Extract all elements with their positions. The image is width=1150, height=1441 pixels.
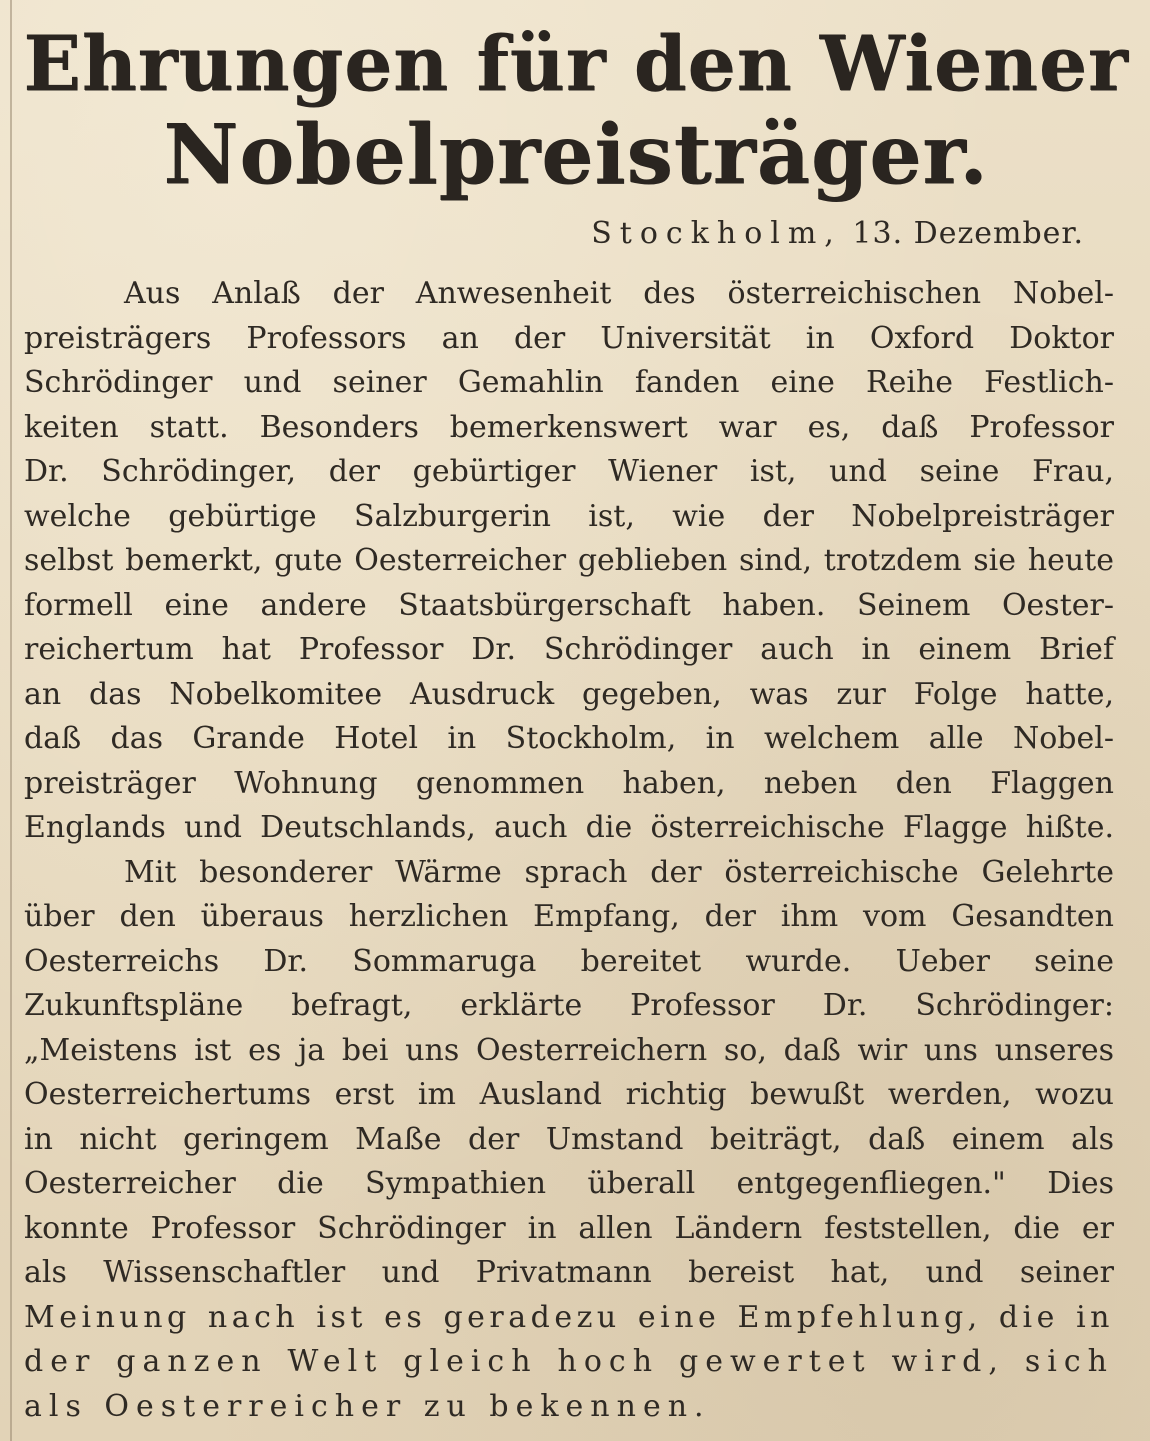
article-line: über den überaus herzlichen Empfang, der ihm vom Gesandten [24,899,1114,934]
article-line: daß das Grande Hotel in Stockholm, in welchem alle Nobel- [24,721,1114,756]
article-line: Oesterreichertums erst im Ausland richtig bewußt werden, wozu [24,1077,1114,1112]
article-line: Schrödinger und seiner Gemahlin fanden eine Reihe Festlich- [24,365,1114,400]
article-line: Englands und Deutschlands, auch die österreichische Flagge hißte. [24,810,1114,845]
article-line: formell eine andere Staatsbürgerschaft haben. Seinem Oester- [24,587,1114,623]
article-line: in nicht geringem Maße der Umstand beiträgt, daß einem als [24,1121,1114,1157]
dateline-date: 13. Dezember. [852,216,1084,251]
article-line: Meinung nach ist es geradezu eine Empfehlung, die in [24,1299,1114,1335]
article-body [24,272,1114,1429]
column-rule [10,0,12,1441]
article-line: reichertum hat Professor Dr. Schrödinger auch in einem Brief [24,632,1114,667]
article-line: Oesterreichs Dr. Sommaruga bereitet wurde. Ueber seine [24,943,1114,979]
article-line: selbst bemerkt, gute Oesterreicher geblieben sind, trotzdem sie heute [24,543,1114,578]
article-line: „Meistens ist es ja bei uns Oesterreichern so, daß wir uns unseres [24,1032,1114,1068]
article-line: der ganzen Welt gleich hoch gewertet wird, sich [24,1344,1114,1379]
article-line: preisträgers Professors an der Universität in Oxford Doktor [24,320,1114,356]
headline-line-2: Nobelpreisträger. [163,107,989,203]
article-line: welche gebürtige Salzburgerin ist, wie der Nobelpreisträger [24,498,1114,534]
article-line: konnte Professor Schrödinger in allen Ländern feststellen, die er [24,1210,1114,1246]
article-line: preisträger Wohnung genommen haben, neben den Flaggen [24,765,1114,801]
article-line: als Wissenschaftler und Privatmann bereist hat, und seiner [24,1255,1114,1290]
article-line: Oesterreicher die Sympathien überall entgegenfliegen." Dies [24,1166,1114,1201]
article-line: Zukunftspläne befragt, erklärte Professor Dr. Schrödinger: [24,988,1114,1023]
dateline-city: Stockholm, [591,216,842,251]
dateline [591,216,1084,251]
article-line: Mit besonderer Wärme sprach der österreichische Gelehrte [124,854,1114,890]
article-line: keiten statt. Besonders bemerkenswert war es, daß Professor [24,409,1114,445]
headline-line-1: Ehrungen für den Wiener [23,19,1129,108]
article-line: Dr. Schrödinger, der gebürtiger Wiener ist, und seine Frau, [24,454,1114,489]
article-line: Aus Anlaß der Anwesenheit des österreichischen Nobel- [124,276,1114,311]
article-line: als Oesterreicher zu bekennen. [24,1388,711,1424]
article-line: an das Nobelkomitee Ausdruck gegeben, was zur Folge hatte, [24,676,1114,712]
